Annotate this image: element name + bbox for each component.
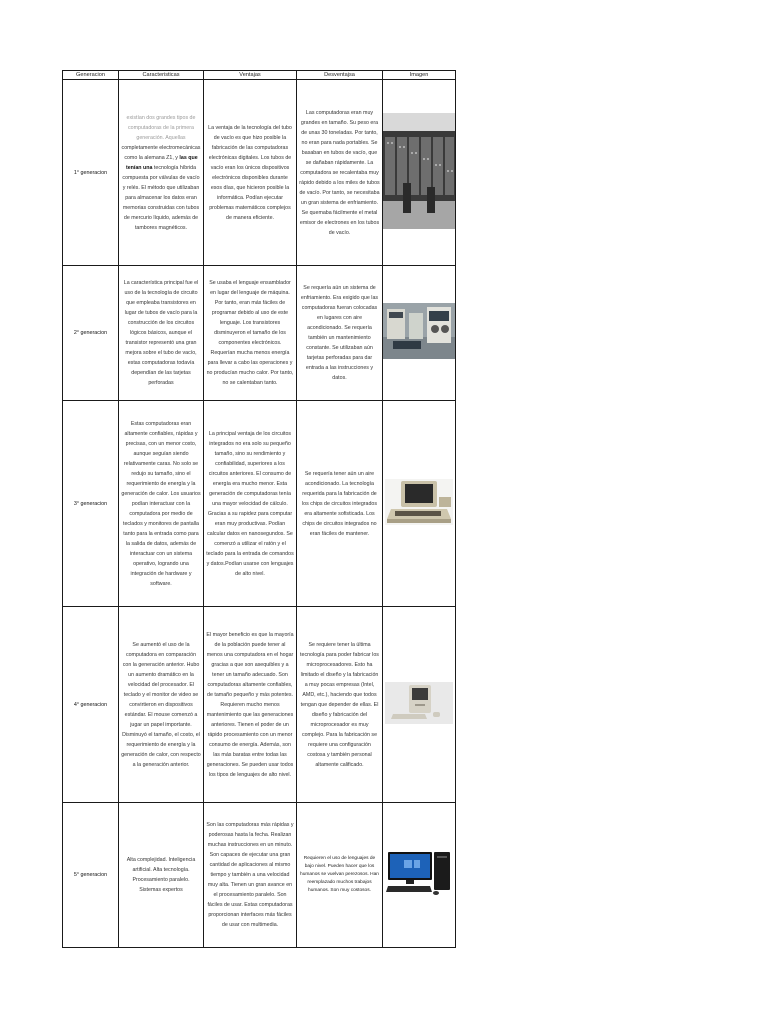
disadvantages-cell: Se requería tener aún un aire acondicionado. La tecnología requerida para la fabricación de los chips de circuitos integrados era altamente sofisticada. Los chips de circuitos integrados no eran fáciles de mantener. <box>297 401 383 607</box>
table-row <box>63 401 456 607</box>
generation-label: 3° generacion <box>63 401 119 607</box>
characteristics-cell: Estas computadoras eran altamente confiables, rápidas y precisas, con un menor costo, aunque seguían siendo relativamente caras. No solo se redujo su tamaño, sino el requerimiento de energía y la generación de calor. Los usuarios podían interactuar con la computadora por medio de teclados y monitores de pantalla tanto para la entrada como para la salida de datos, además de interactuar con un sistema operativo, logrando una integración de hardware y software. <box>119 401 204 607</box>
header-generacion: Generacion <box>63 71 119 80</box>
header-row <box>63 71 456 80</box>
generation-label: 4° generacion <box>63 607 119 803</box>
characteristics-fragment: Aquellas <box>165 134 186 141</box>
header-ventajas: Ventajas <box>204 71 297 80</box>
table-row <box>63 80 456 266</box>
characteristics-fragment: completamente electromecánicas como la alemana Z1, y <box>121 144 201 161</box>
disadvantages-cell: Se requiere tener la última tecnología para poder fabricar los microprocesadores. Esto ha limitado el diseño y la fabricación a muy pocas empresas (Intel, AMD, etc.), haciendo que todos tengan que depender de ellas. El diseño y fabricación del microprocesador es muy complejo. Para la fabricación se requiere una configuración costosa y también personal altamente calificado. <box>297 607 383 803</box>
header-caracteristicas: Caracteristicas <box>119 71 204 80</box>
image-cell <box>383 401 456 607</box>
advantages-cell: El mayor beneficio es que la mayoría de la población puede tener al menos una computadora en el hogar gracias a que son asequibles y a tener un tamaño adecuado. Son computadoras altamente confiables, de tamaño pequeño y más potentes. Requieren mucho menos mantenimiento que las generaciones anteriores. Tienen el poder de un rápido procesamiento con un menor consumo de energía. Además, son las más baratas entre todas las generaciones. Se pueden usar todos los tipos de lenguajes de alto nivel. <box>204 607 297 803</box>
characteristics-fragment: tecnología híbrida compuesta por válvulas de vacío y relés. El método que utilizaban para almacenar los datos eran memorias construidas con tubos de mercurio líquido, además de tambores magnéticos. <box>122 164 200 231</box>
characteristics-intro: existían dos grandes tipos de computadoras de la primera generación. <box>126 114 196 141</box>
advantages-cell: La principal ventaja de los circuitos integrados no era solo su pequeño tamaño, sino su rendimiento y confiabilidad, superiores a los circuitos anteriores. El consumo de energía era mucho menor. Esta generación de computadoras tenía una mayor velocidad de cálculo. Gracias a su rapidez para computar eran muy productivas. Podían calcular datos en nanosegundos. Se comenzó a utilizar el ratón y el teclado para la entrada de comandos y datos.Podían usarse con lenguajes de alto nivel. <box>204 401 297 607</box>
table-row <box>63 607 456 803</box>
disadvantages-cell: Las computadoras eran muy grandes en tamaño. Su peso era de unas 30 toneladas. Por tanto, no eran para nada portables. Se basaban en tubos de vacío, que se dañaban rápidamente. La computadora se recalentaba muy rápido debido a los miles de tubos de vacío. Por tanto, se necesitaba un gran sistema de enfriamiento. Se quemaba fácilmente el metal emisor de electrones en los tubos de vacío. <box>297 80 383 266</box>
characteristics-cell <box>119 80 204 266</box>
image-cell <box>383 607 456 803</box>
mainframe-photo <box>383 303 455 359</box>
eniac-photo <box>383 113 455 229</box>
generation-label: 1° generacion <box>63 80 119 266</box>
image-cell <box>383 803 456 948</box>
disadvantages-cell: Se requería aún un sistema de enfriamiento. Era exigido que las computadoras fueran colocadas en lugares con aire acondicionado. Se requería también un mantenimiento constante. Se utilizaban aún tarjetas perforadas para dar entrada a las instrucciones y datos. <box>297 266 383 401</box>
advantages-cell: Son las computadoras más rápidas y poderosas hasta la fecha. Realizan muchas instrucciones en un minuto. Son capaces de ejecutar una gran cantidad de aplicaciones al mismo tiempo y también a una velocidad muy alta. Tienen un gran avance en el procesamiento paralelo. Son fáciles de usar. Estas computadoras proporcionan interfaces más fáciles de usar con multimedia. <box>204 803 297 948</box>
image-cell <box>383 80 456 266</box>
disadvantages-cell: Requieren el uso de lenguajes de bajo nivel. Pueden hacer que los humanos se vuelvan perezosos. Han reemplazado muchos trabajos humanos. Son muy costosos. <box>297 803 383 948</box>
modern-pc-photo <box>384 850 454 896</box>
apple-ii-photo <box>385 479 453 525</box>
image-cell <box>383 266 456 401</box>
characteristics-cell: La característica principal fue el uso de la tecnología de circuito que empleaba transistores en lugar de tubos de vacío para la construcción de los circuitos lógicos básicos, aunque el transistor representó una gran mejora sobre el tubo de vacío, estas computadoras todavía dependían de las tarjetas perforadas <box>119 266 204 401</box>
table-row <box>63 266 456 401</box>
characteristics-fragment: las que tenían una <box>125 154 198 171</box>
generation-label: 5° generacion <box>63 803 119 948</box>
characteristics-cell: Se aumentó el uso de la computadora en comparación con la generación anterior. Hubo un aumento dramático en la velocidad del procesador. El teclado y el monitor de video se convirtieron en dispositivos estándar. El mouse comenzó a jugar un papel importante. Disminuyó el tamaño, el costo, el requerimiento de energía y la generación de calor, con respecto a la generación anterior. <box>119 607 204 803</box>
generation-label: 2° generacion <box>63 266 119 401</box>
header-desventajas: Desventajsa <box>297 71 383 80</box>
header-imagen: Imagen <box>383 71 456 80</box>
macintosh-photo <box>385 682 453 724</box>
advantages-cell: La ventaja de la tecnología del tubo de vacío es que hizo posible la fabricación de las computadoras electrónicas digitales. Los tubos de vacío eran los únicos dispositivos electrónicos disponibles durante esos días, que hicieron posible la informática. Podían ejecutar problemas matemáticos complejos de manera eficiente. <box>204 80 297 266</box>
generations-table <box>62 70 456 948</box>
table-row <box>63 803 456 948</box>
characteristics-cell: Alta complejidad. Inteligencia artificial. Alta tecnología. Procesamiento paralelo. Sistemas expertos <box>119 803 204 948</box>
advantages-cell: Se usaba el lenguaje ensamblador en lugar del lenguaje de máquina. Por tanto, eran más fáciles de programar debido al uso de este lenguaje. Los transistores disminuyeron el tamaño de los componentes electrónicos. Requerían mucha menos energía para llevar a cabo las operaciones y no producían mucho calor. Por tanto, no se calentaban tanto. <box>204 266 297 401</box>
